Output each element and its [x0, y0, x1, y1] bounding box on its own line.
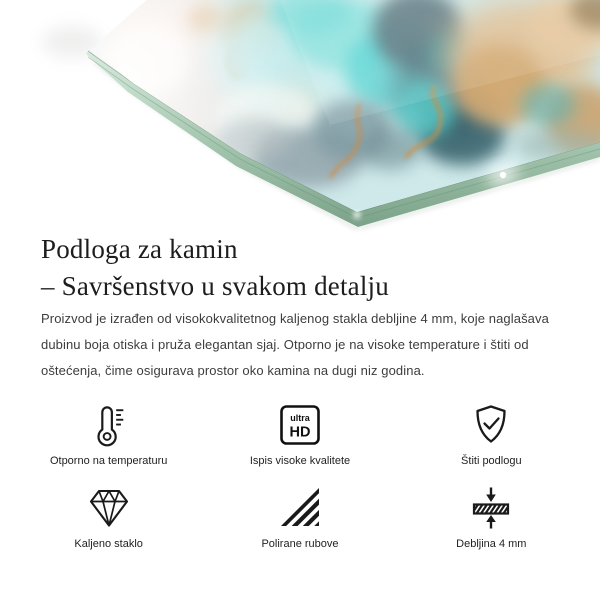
polished-edges-icon: [278, 484, 322, 530]
feature-temperature-resistant: [13, 401, 204, 467]
diamond-icon: [87, 484, 131, 530]
thickness-icon: [469, 484, 513, 530]
page-title-line2: – Savršenstvo u svakom detalju: [41, 271, 389, 301]
feature-protects-surface: [396, 401, 587, 467]
glass-panel-photo: [0, 0, 600, 240]
feature-label: Debljina 4 mm: [456, 538, 527, 550]
feature-label: Štiti podlogu: [461, 455, 522, 467]
features-grid: [13, 401, 587, 550]
shield-check-icon: [469, 401, 513, 447]
feature-polished-edges: [204, 484, 395, 550]
feature-label: Kaljeno staklo: [74, 538, 143, 550]
page-title-line1: Podloga za kamin: [41, 234, 238, 264]
feature-label: Ispis visoke kvalitete: [249, 455, 351, 467]
feature-tempered-glass: [13, 484, 204, 550]
svg-text:ultra: ultra: [290, 413, 310, 423]
product-description: Proizvod je izrađen od visokokvalitetnog kaljenog stakla debljine 4 mm, koje naglašava dubinu boja otiska i pruža elegantan sjaj. Otporno je na visoke temperature i štiti od oštećenja, čime osigurava prostor oko kamina na dugi niz godina.: [41, 311, 549, 378]
feature-label: Polirane rubove: [261, 538, 339, 550]
feature-label: Otporno na temperaturu: [49, 455, 168, 467]
feature-print-quality: [204, 401, 395, 467]
ultra-hd-icon: [278, 401, 322, 447]
hero-image: [0, 0, 600, 240]
feature-thickness: [396, 484, 587, 550]
page-title: [41, 231, 389, 305]
thermometer-icon: [88, 401, 130, 447]
svg-text:HD: HD: [289, 424, 311, 441]
